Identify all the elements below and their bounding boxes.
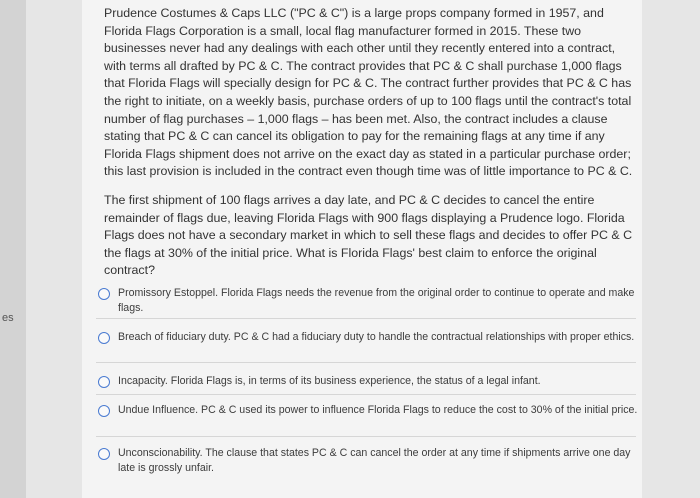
option-divider — [96, 318, 636, 319]
answer-option-label: Promissory Estoppel. Florida Flags needs the revenue from the original order to continue to operate and make flags. — [118, 287, 635, 314]
radio-button-icon[interactable] — [98, 405, 110, 417]
radio-button-icon[interactable] — [98, 332, 110, 344]
answer-option-fiduciary-duty[interactable] — [98, 330, 638, 345]
answer-option-label: Unconscionability. The clause that states PC & C can cancel the order at any time if shipments arrive one day late is grossly unfair. — [118, 447, 631, 474]
answer-option-promissory-estoppel[interactable] — [98, 286, 638, 316]
option-divider — [96, 394, 636, 395]
answer-option-incapacity[interactable] — [98, 374, 638, 389]
left-window-edge — [0, 0, 26, 498]
answer-option-label: Undue Influence. PC & C used its power to influence Florida Flags to reduce the cost to 30% of the initial price. — [118, 404, 638, 416]
edge-text-fragment: es — [2, 312, 14, 324]
answer-option-label: Incapacity. Florida Flags is, in terms of its business experience, the status of a legal infant. — [118, 375, 541, 387]
answer-option-unconscionability[interactable] — [98, 446, 638, 476]
option-divider — [96, 362, 636, 363]
radio-button-icon[interactable] — [98, 448, 110, 460]
answer-option-undue-influence[interactable] — [98, 403, 638, 418]
radio-button-icon[interactable] — [98, 288, 110, 300]
option-divider — [96, 436, 636, 437]
question-paragraph-2: The first shipment of 100 flags arrives a day late, and PC & C decides to cancel the entire remainder of flags due, leaving Florida Flags with 900 flags displaying a Prudence logo. Florida Flags does not have a secondary market in which to sell these flags and decides to offer PC & C the flags at 30% of the initial price. What is Florida Flags' best claim to enforce the original contract? — [104, 193, 633, 278]
answer-option-label: Breach of fiduciary duty. PC & C had a fiduciary duty to handle the contractual relationships with proper ethics. — [118, 331, 635, 343]
question-paragraph-1: Prudence Costumes & Caps LLC ("PC & C") is a large props company formed in 1957, and Florida Flags Corporation is a small, local flag manufacturer formed in 2015. These two businesses never had any dealings with each other until they recently entered into a contract, with terms all drafted by PC & C. The contract provides that PC & C shall purchase 1,000 flags that Florida Flags will specially design for PC & C. The contract further provides that PC & C has the right to initiate, on a weekly basis, purchase orders of up to 100 flags until the contract's total number of flag purchases – 1,000 flags – has been met. Also, the contract includes a clause stating that PC & C can cancel its obligation to pay for the remaining flags at any time if any Florida Flags shipment does not arrive on the exact day as stated in a particular purchase order; this last provision is included in the contract even though time was of little importance to PC & C. — [104, 6, 633, 179]
radio-button-icon[interactable] — [98, 376, 110, 388]
